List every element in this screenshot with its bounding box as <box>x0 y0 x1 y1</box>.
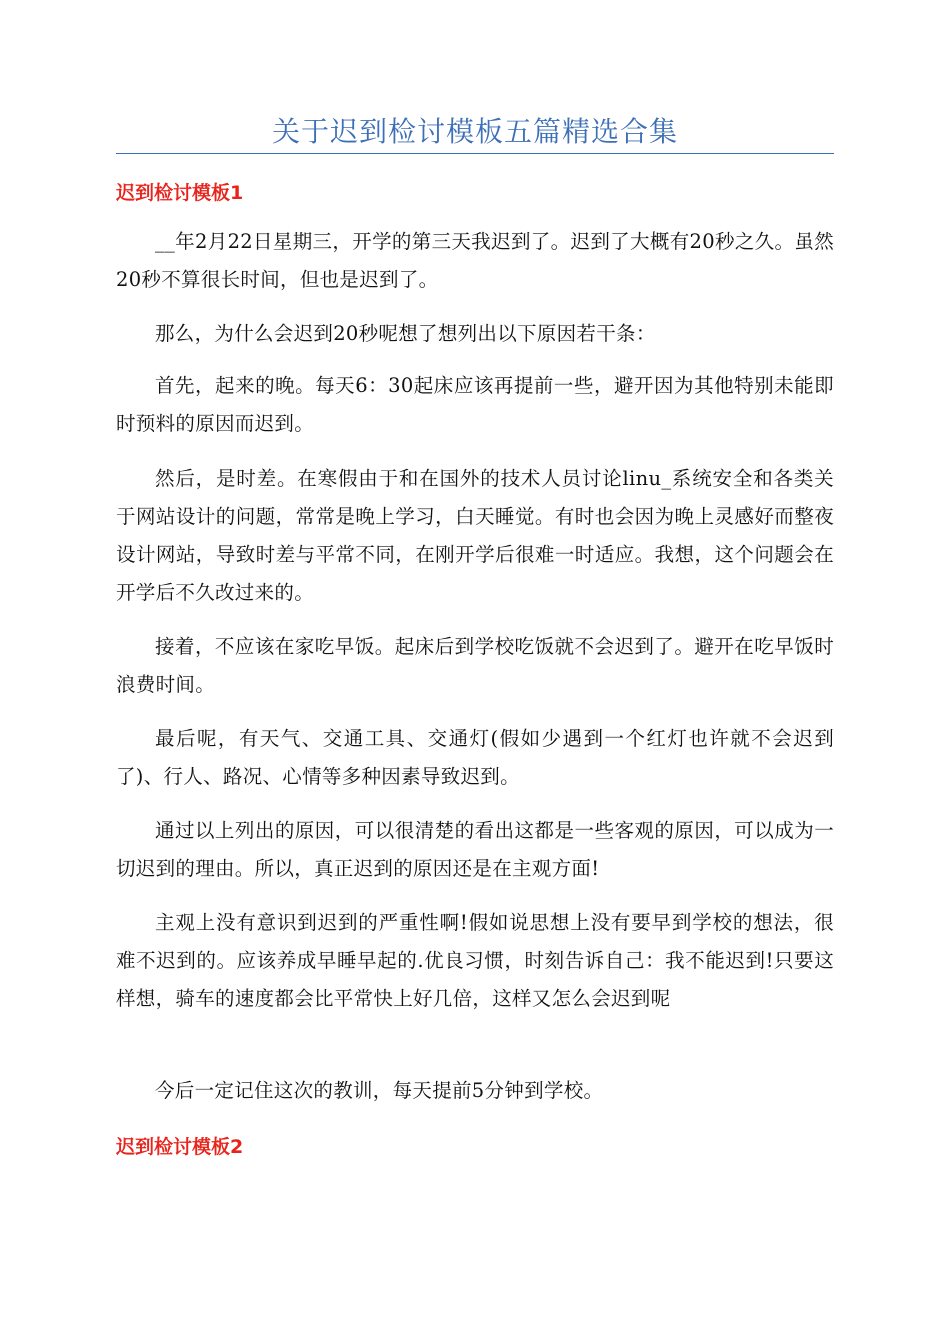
paragraph: 主观上没有意识到迟到的严重性啊!假如说思想上没有要早到学校的想法，很难不迟到的。应该养成早睡早起的.优良习惯，时刻告诉自己：我不能迟到!只要这样想，骑车的速度都会比平常快上好几倍，这样又怎么会迟到呢 <box>116 911 834 1010</box>
paragraph: 然后，是时差。在寒假由于和在国外的技术人员讨论linu_系统安全和各类关于网站设计的问题，常常是晚上学习，白天睡觉。有时也会因为晚上灵感好而整夜设计网站，导致时差与平常不同，在刚开学后很难一时适应。我想，这个问题会在开学后不久改过来的。 <box>116 467 834 604</box>
title-underline <box>116 153 834 154</box>
paragraph: 今后一定记住这次的教训，每天提前5分钟到学校。 <box>155 1079 604 1102</box>
document-title: 关于迟到检讨模板五篇精选合集 <box>271 115 678 148</box>
paragraph: 最后呢，有天气、交通工具、交通灯(假如少遇到一个红灯也许就不会迟到了)、行人、路况、心情等多种因素导致迟到。 <box>116 727 834 788</box>
paragraph: 首先，起来的晚。每天6：30起床应该再提前一些，避开因为其他特别未能即时预料的原因而迟到。 <box>116 374 834 435</box>
section-heading-2: 迟到检讨模板2 <box>116 1136 244 1158</box>
paragraph: 通过以上列出的原因，可以很清楚的看出这都是一些客观的原因，可以成为一切迟到的理由。所以，真正迟到的原因还是在主观方面! <box>116 819 834 880</box>
paragraph: __年2月22日星期三，开学的第三天我迟到了。迟到了大概有20秒之久。虽然20秒不算很长时间，但也是迟到了。 <box>116 230 834 291</box>
paragraph: 接着，不应该在家吃早饭。起床后到学校吃饭就不会迟到了。避开在吃早饭时浪费时间。 <box>116 635 834 696</box>
section-heading-1: 迟到检讨模板1 <box>116 182 244 204</box>
paragraph: 那么，为什么会迟到20秒呢想了想列出以下原因若干条： <box>155 322 656 345</box>
